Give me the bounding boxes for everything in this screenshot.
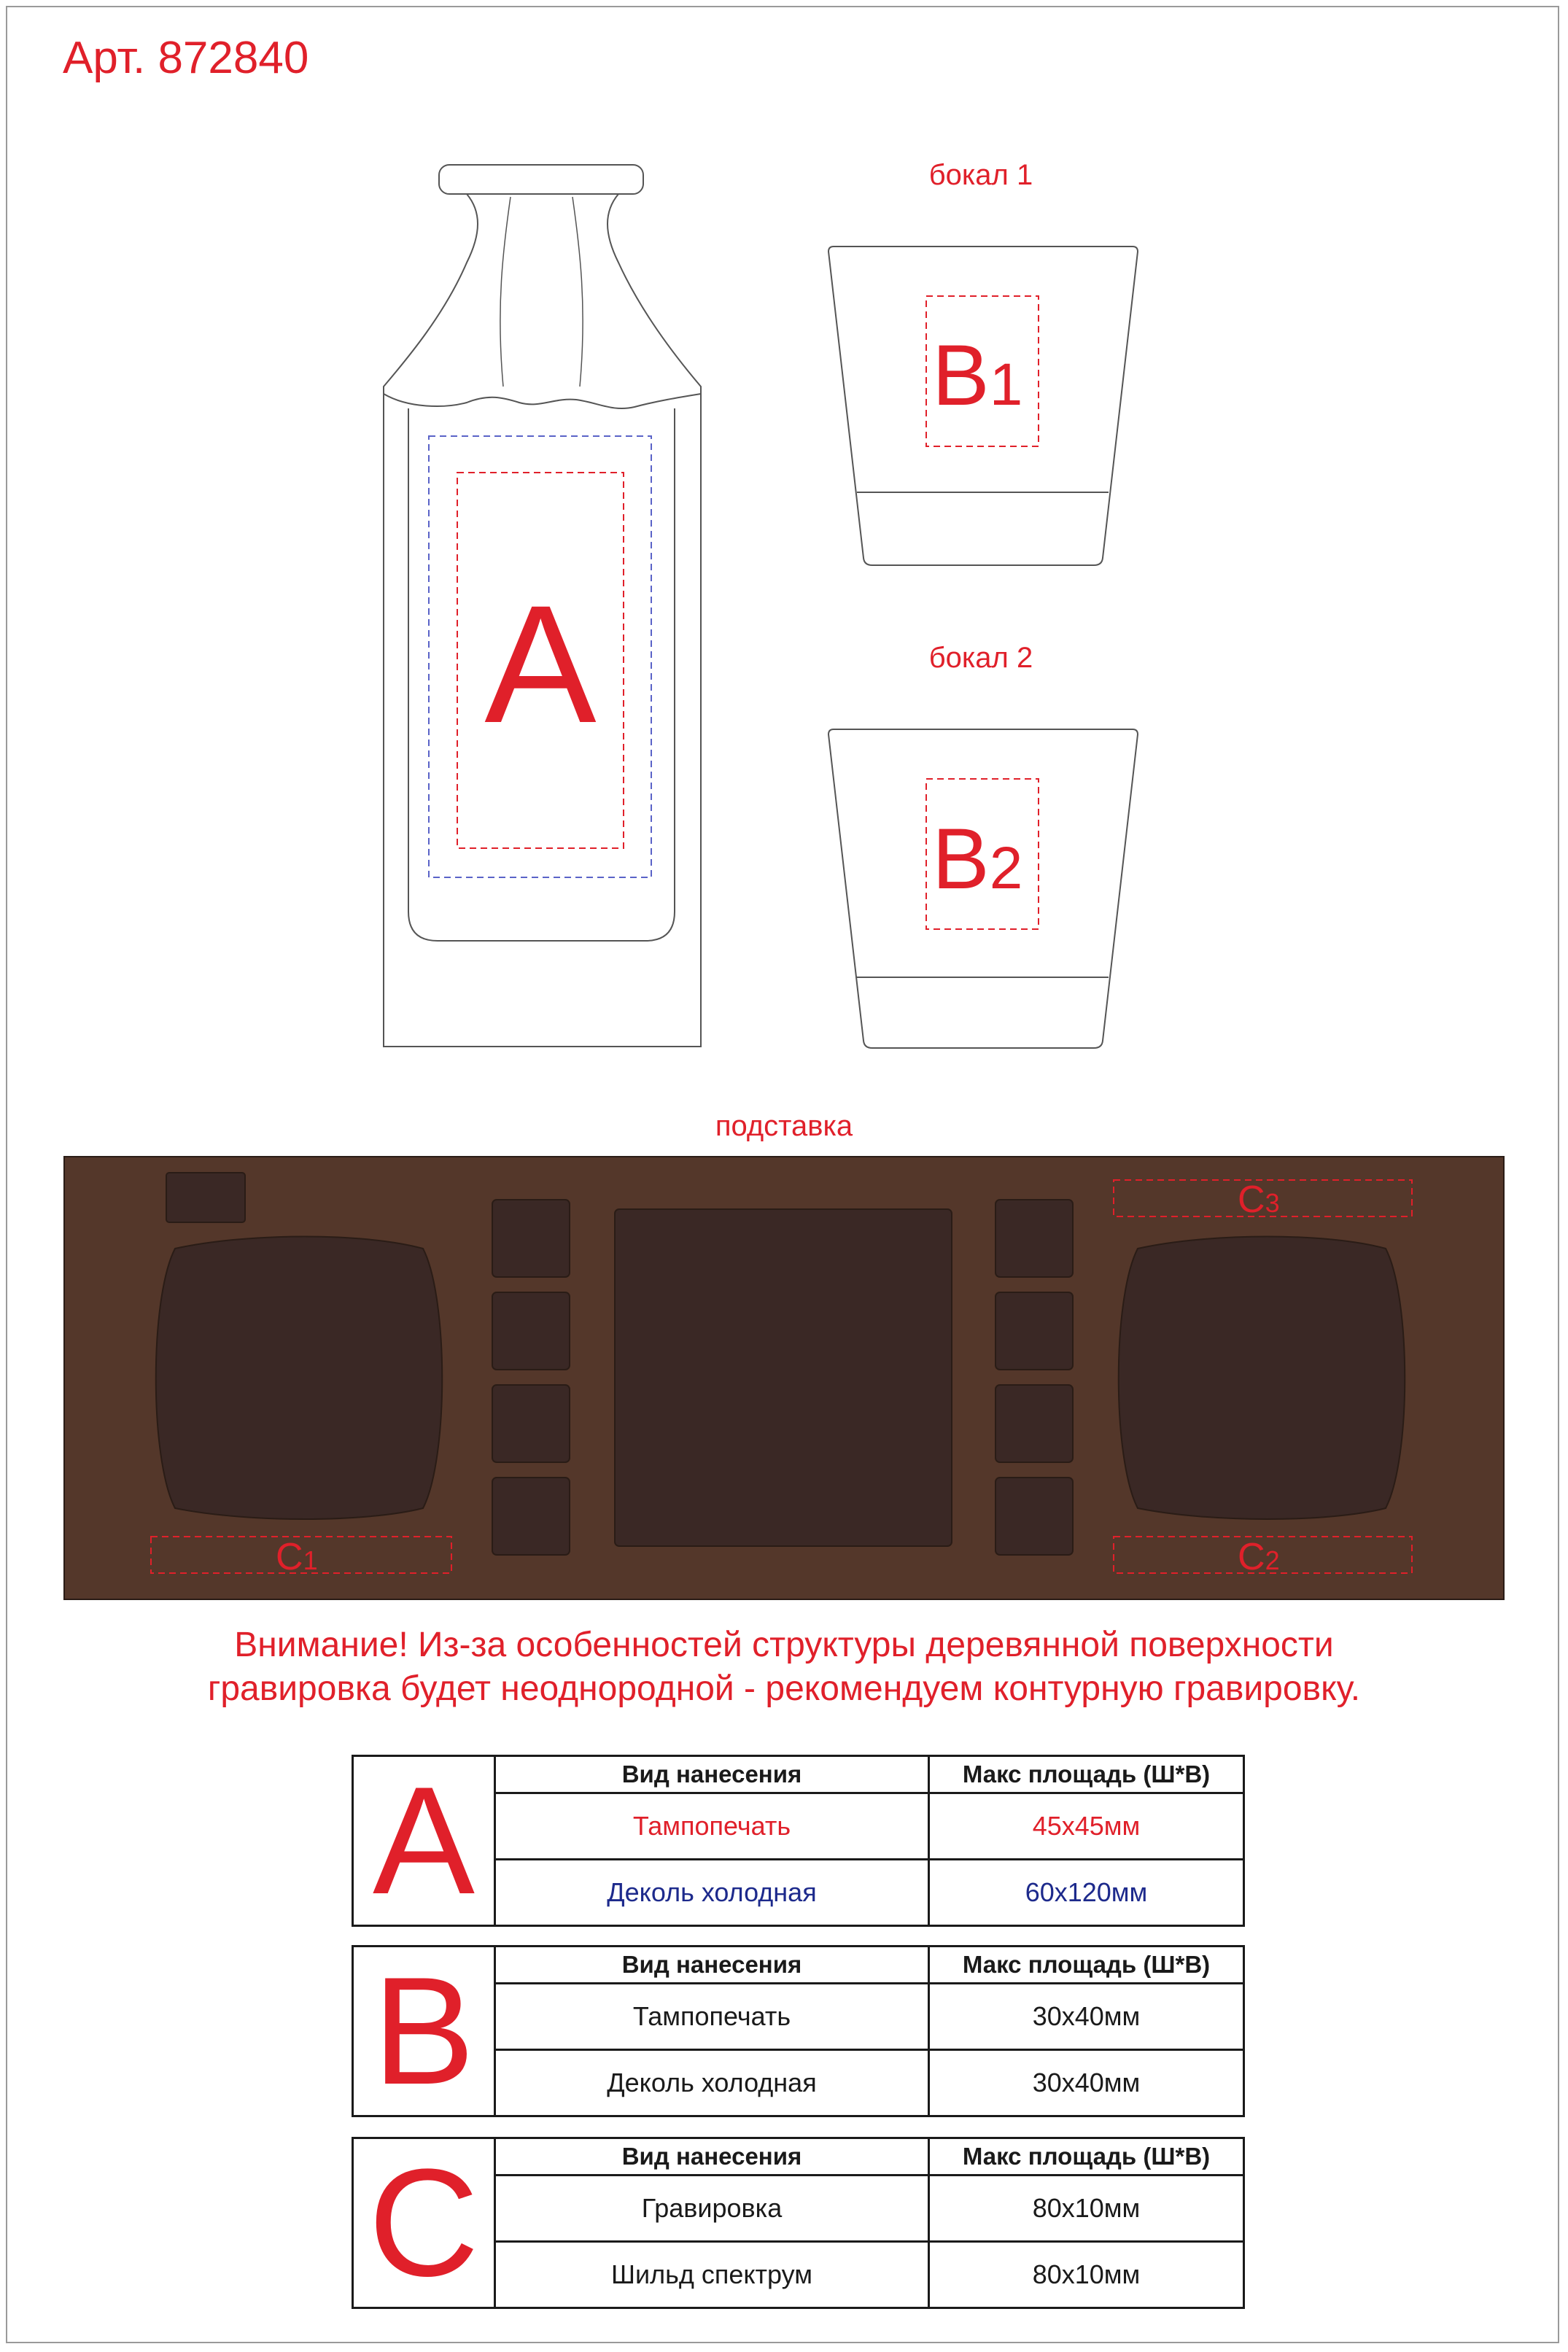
glass-1-label: бокал 1 — [928, 159, 1033, 191]
zone-c3-label: C3 — [1238, 1179, 1280, 1221]
area-cell: 45x45мм — [1032, 1811, 1141, 1841]
area-cell: 80x10мм — [1032, 2193, 1141, 2223]
table-row — [496, 2176, 1243, 2243]
area-cell: 30x40мм — [1032, 2068, 1141, 2097]
zone-b1-label: B1 — [932, 327, 1023, 424]
method-cell: Тампопечать — [496, 1794, 930, 1858]
header-method: Вид нанесения — [496, 2139, 930, 2174]
table-header — [496, 1947, 1243, 1984]
area-cell: 80x10мм — [1032, 2259, 1141, 2289]
table-header — [496, 1757, 1243, 1794]
warning-line-1: Внимание! Из-за особенностей структуры деревянной поверхности — [234, 1626, 1334, 1664]
method-cell: Тампопечать — [496, 1984, 930, 2049]
header-area: Макс площадь (Ш*В) — [962, 1761, 1211, 1788]
table-b-letter: B — [354, 1947, 496, 2115]
table-row — [496, 1794, 1243, 1860]
header-method: Вид нанесения — [496, 1757, 930, 1792]
zone-a-label: A — [484, 570, 597, 758]
table-header — [496, 2139, 1243, 2176]
table-row — [496, 2243, 1243, 2307]
warning-line-2: гравировка будет неоднородной - рекомендуем контурную гравировку. — [207, 1669, 1361, 1708]
method-cell: Шильд спектрум — [496, 2243, 930, 2307]
table-row — [496, 1860, 1243, 1925]
table-row — [496, 2051, 1243, 2115]
table-c-letter: C — [354, 2139, 496, 2307]
zone-b2-label: B2 — [932, 811, 1023, 907]
area-cell: 60x120мм — [1025, 1877, 1148, 1907]
glass-2-label: бокал 2 — [928, 642, 1033, 674]
table-a-letter: A — [354, 1757, 496, 1925]
zone-c2-label: C2 — [1238, 1536, 1280, 1578]
stand-label: подставка — [715, 1110, 853, 1142]
table-c — [352, 2137, 1245, 2309]
table-row — [496, 1984, 1243, 2051]
header-area: Макс площадь (Ш*В) — [962, 2143, 1211, 2170]
method-cell: Деколь холодная — [496, 2051, 930, 2115]
engraving-warning — [73, 1623, 1495, 1711]
header-method: Вид нанесения — [496, 1947, 930, 1982]
header-area: Макс площадь (Ш*В) — [962, 1951, 1211, 1978]
method-cell: Деколь холодная — [496, 1860, 930, 1925]
area-cell: 30x40мм — [1032, 2001, 1141, 2031]
article-number: Арт. 872840 — [63, 33, 309, 83]
wooden-stand — [64, 1157, 1504, 1599]
table-a — [352, 1755, 1245, 1927]
zone-c1-label: C1 — [276, 1536, 318, 1578]
table-b — [352, 1945, 1245, 2117]
method-cell: Гравировка — [496, 2176, 930, 2240]
